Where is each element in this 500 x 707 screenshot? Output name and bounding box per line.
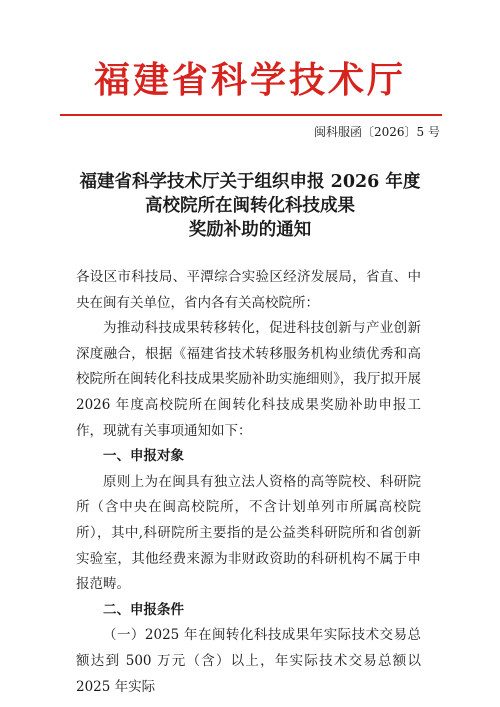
notice-title: [0, 170, 500, 242]
title-line-2: 高校院所在闽转化科技成果: [145, 196, 355, 216]
salutation-paragraph: 各设区市科技局、平潭综合实验区经济发展局，省直、中央在闽有关单位，省内各有关高校院所：: [76, 269, 421, 311]
document-number: 闽科服函〔2026〕5 号: [314, 125, 440, 139]
title-line-3: 奖励补助的通知: [188, 220, 312, 240]
section-2-heading: 二、申报条件: [103, 601, 184, 618]
section-1-paragraph: 原则上为在闽具有独立法人资格的高等院校、科研院所（含中央在闽高校院所，不含计划单列市所属高校院所），其中,科研院所主要指的是公益类科研院所和省创新实验室，其他经费来源为非财政资助的科研机构不属于申报范畴。: [76, 473, 421, 593]
title-line-1: 福建省科学技术厅关于组织申报 2026 年度: [79, 172, 421, 192]
issuing-authority-header: 福建省科学技术厅: [93, 59, 406, 101]
section-2-paragraph: （一）2025 年在闽转化科技成果年实际技术交易总额达到 500 万元（含）以上，年实际技术交易总额以 2025 年实际: [76, 627, 421, 695]
red-header-divider: [60, 114, 442, 116]
section-1-heading: 一、申报对象: [103, 448, 184, 465]
intro-paragraph: 为推动科技成果转移转化，促进科技创新与产业创新深度融合，根据《福建省技术转移服务机构业绩优秀和高校院所在闽转化科技成果奖励补助实施细则》，我厅拟开展 2026 年度高校院所在闽转化科技成果奖励补助申报工作，现就有关事项通知如下：: [76, 320, 421, 439]
notice-body: [76, 265, 421, 700]
